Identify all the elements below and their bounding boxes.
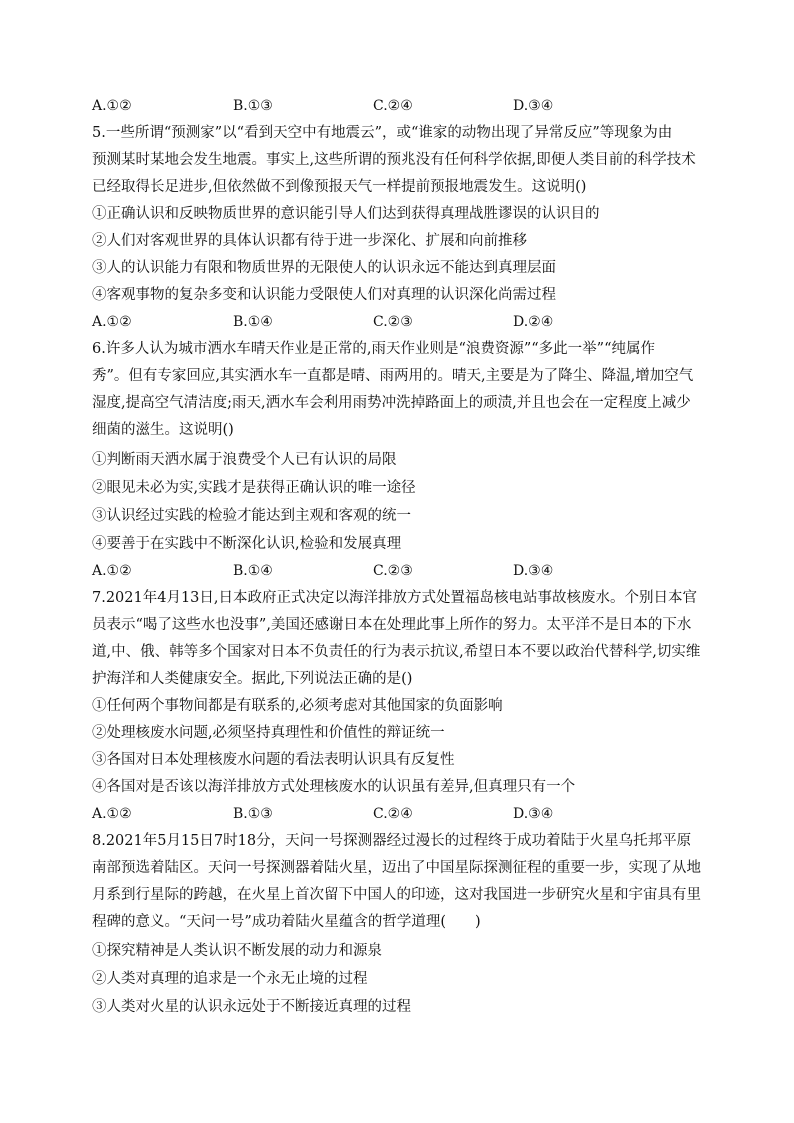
- q5-option-c[interactable]: C.②③: [373, 314, 413, 330]
- q8-statement-2: ②人类对真理的追求是一个永无止境的过程: [92, 971, 368, 987]
- q6-stem-line-4: 细菌的滋生。这说明(): [92, 422, 234, 438]
- q4-option-b[interactable]: B.①③: [233, 98, 273, 114]
- q7-option-b[interactable]: B.①③: [233, 806, 273, 822]
- q5-option-b[interactable]: B.①④: [233, 314, 273, 330]
- q7-stem-line-3: 道,中、俄、韩等多个国家对日本不负责任的行为表示抗议,希望日本不要以政治代替科学,切实维: [92, 644, 701, 660]
- q6-stem-line-3: 湿度,提高空气清洁度;雨天,洒水车会利用雨势冲洗掉路面上的顽渍,并且也会在一定程度上减少: [92, 395, 691, 411]
- q6-statement-1: ①判断雨天洒水属于浪费受个人已有认识的局限: [92, 452, 397, 468]
- q6-stem-line-1: 6.许多人认为城市洒水车晴天作业是正常的,雨天作业则是“浪费资源”“多此一举”“纯属作: [92, 341, 656, 357]
- q7-options: [92, 804, 712, 824]
- q6-statement-2: ②眼见未必为实,实践才是获得正确认识的唯一途径: [92, 480, 416, 496]
- q4-option-a[interactable]: A.①②: [92, 98, 132, 114]
- q6-statement-3: ③认识经过实践的检验才能达到主观和客观的统一: [92, 508, 411, 524]
- q6-options: [92, 561, 712, 581]
- q8-stem-line-1: 8.2021年5月15日7时18分，天问一号探测器经过漫长的过程终于成功着陆于火星乌托邦平原: [92, 833, 692, 849]
- q5-stem-line-2: 预测某时某地会发生地震。事实上,这些所谓的预兆没有任何科学依据,即便人类目前的科学技术: [92, 152, 696, 168]
- q5-statement-3: ③人的认识能力有限和物质世界的无限使人的认识永远不能达到真理层面: [92, 260, 556, 276]
- q5-option-a[interactable]: A.①②: [92, 314, 132, 330]
- q6-stem-line-2: 秀”。但有专家回应,其实洒水车一直都是晴、雨两用的。晴天,主要是为了降尘、降温,增加空气: [92, 368, 694, 384]
- q6-option-b[interactable]: B.①④: [233, 563, 273, 579]
- q4-option-c[interactable]: C.②④: [373, 98, 413, 114]
- q5-option-d[interactable]: D.②④: [513, 314, 554, 330]
- q7-option-c[interactable]: C.②④: [373, 806, 413, 822]
- q6-option-d[interactable]: D.③④: [513, 563, 554, 579]
- q7-stem-line-2: 员表示“喝了这些水也没事”,美国还感谢日本在处理此事上所作的努力。太平洋不是日本的下水: [92, 617, 692, 633]
- q7-stem-line-4: 护海洋和人类健康安全。据此,下列说法正确的是(): [92, 671, 413, 687]
- q8-statement-1: ①探究精神是人类认识不断发展的动力和源泉: [92, 943, 382, 959]
- q4-options: [92, 96, 712, 116]
- q5-statement-4: ④客观事物的复杂多变和认识能力受限使人们对真理的认识深化尚需过程: [92, 287, 556, 303]
- q6-statement-4: ④要善于在实践中不断深化认识,检验和发展真理: [92, 536, 402, 552]
- q5-stem-line-3: 已经取得长足进步,但依然做不到像预报天气一样提前预报地震发生。这说明(): [92, 179, 587, 195]
- q5-stem-line-1: 5.一些所谓“预测家”以“看到天空中有地震云”，或“谁家的动物出现了异常反应”等现象为由: [92, 125, 673, 141]
- q8-stem-line-3: 月系到行星际的跨越，在火星上首次留下中国人的印迹，这对我国进一步研究火星和宇宙具有里: [92, 887, 701, 903]
- q7-stem-line-1: 7.2021年4月13日,日本政府正式决定以海洋排放方式处置福岛核电站事故核废水。个别日本官: [92, 590, 698, 606]
- q7-statement-4: ④各国对是否该以海洋排放方式处理核废水的认识虽有差异,但真理只有一个: [92, 779, 576, 795]
- q5-statement-1: ①正确认识和反映物质世界的意识能引导人们达到获得真理战胜谬误的认识目的: [92, 206, 600, 222]
- q5-options: [92, 312, 712, 332]
- q5-statement-2: ②人们对客观世界的具体认识都有待于进一步深化、扩展和向前推移: [92, 233, 527, 249]
- q7-statement-1: ①任何两个事物间都是有联系的,必须考虑对其他国家的负面影响: [92, 698, 503, 714]
- q6-option-a[interactable]: A.①②: [92, 563, 132, 579]
- q7-statement-3: ③各国对日本处理核废水问题的看法表明认识具有反复性: [92, 752, 455, 768]
- q7-option-a[interactable]: A.①②: [92, 806, 132, 822]
- q8-stem-line-4: 程碑的意义。“天问一号”成功着陆火星蕴含的哲学道理( ): [92, 914, 481, 930]
- q8-statement-3: ③人类对火星的认识永远处于不断接近真理的过程: [92, 999, 411, 1015]
- q6-option-c[interactable]: C.②③: [373, 563, 413, 579]
- q4-option-d[interactable]: D.③④: [513, 98, 554, 114]
- q7-statement-2: ②处理核废水问题,必须坚持真理性和价值性的辩证统一: [92, 725, 445, 741]
- q8-stem-line-2: 南部预选着陆区。天问一号探测器着陆火星，迈出了中国星际探测征程的重要一步，实现了从地: [92, 860, 701, 876]
- q7-option-d[interactable]: D.③④: [513, 806, 554, 822]
